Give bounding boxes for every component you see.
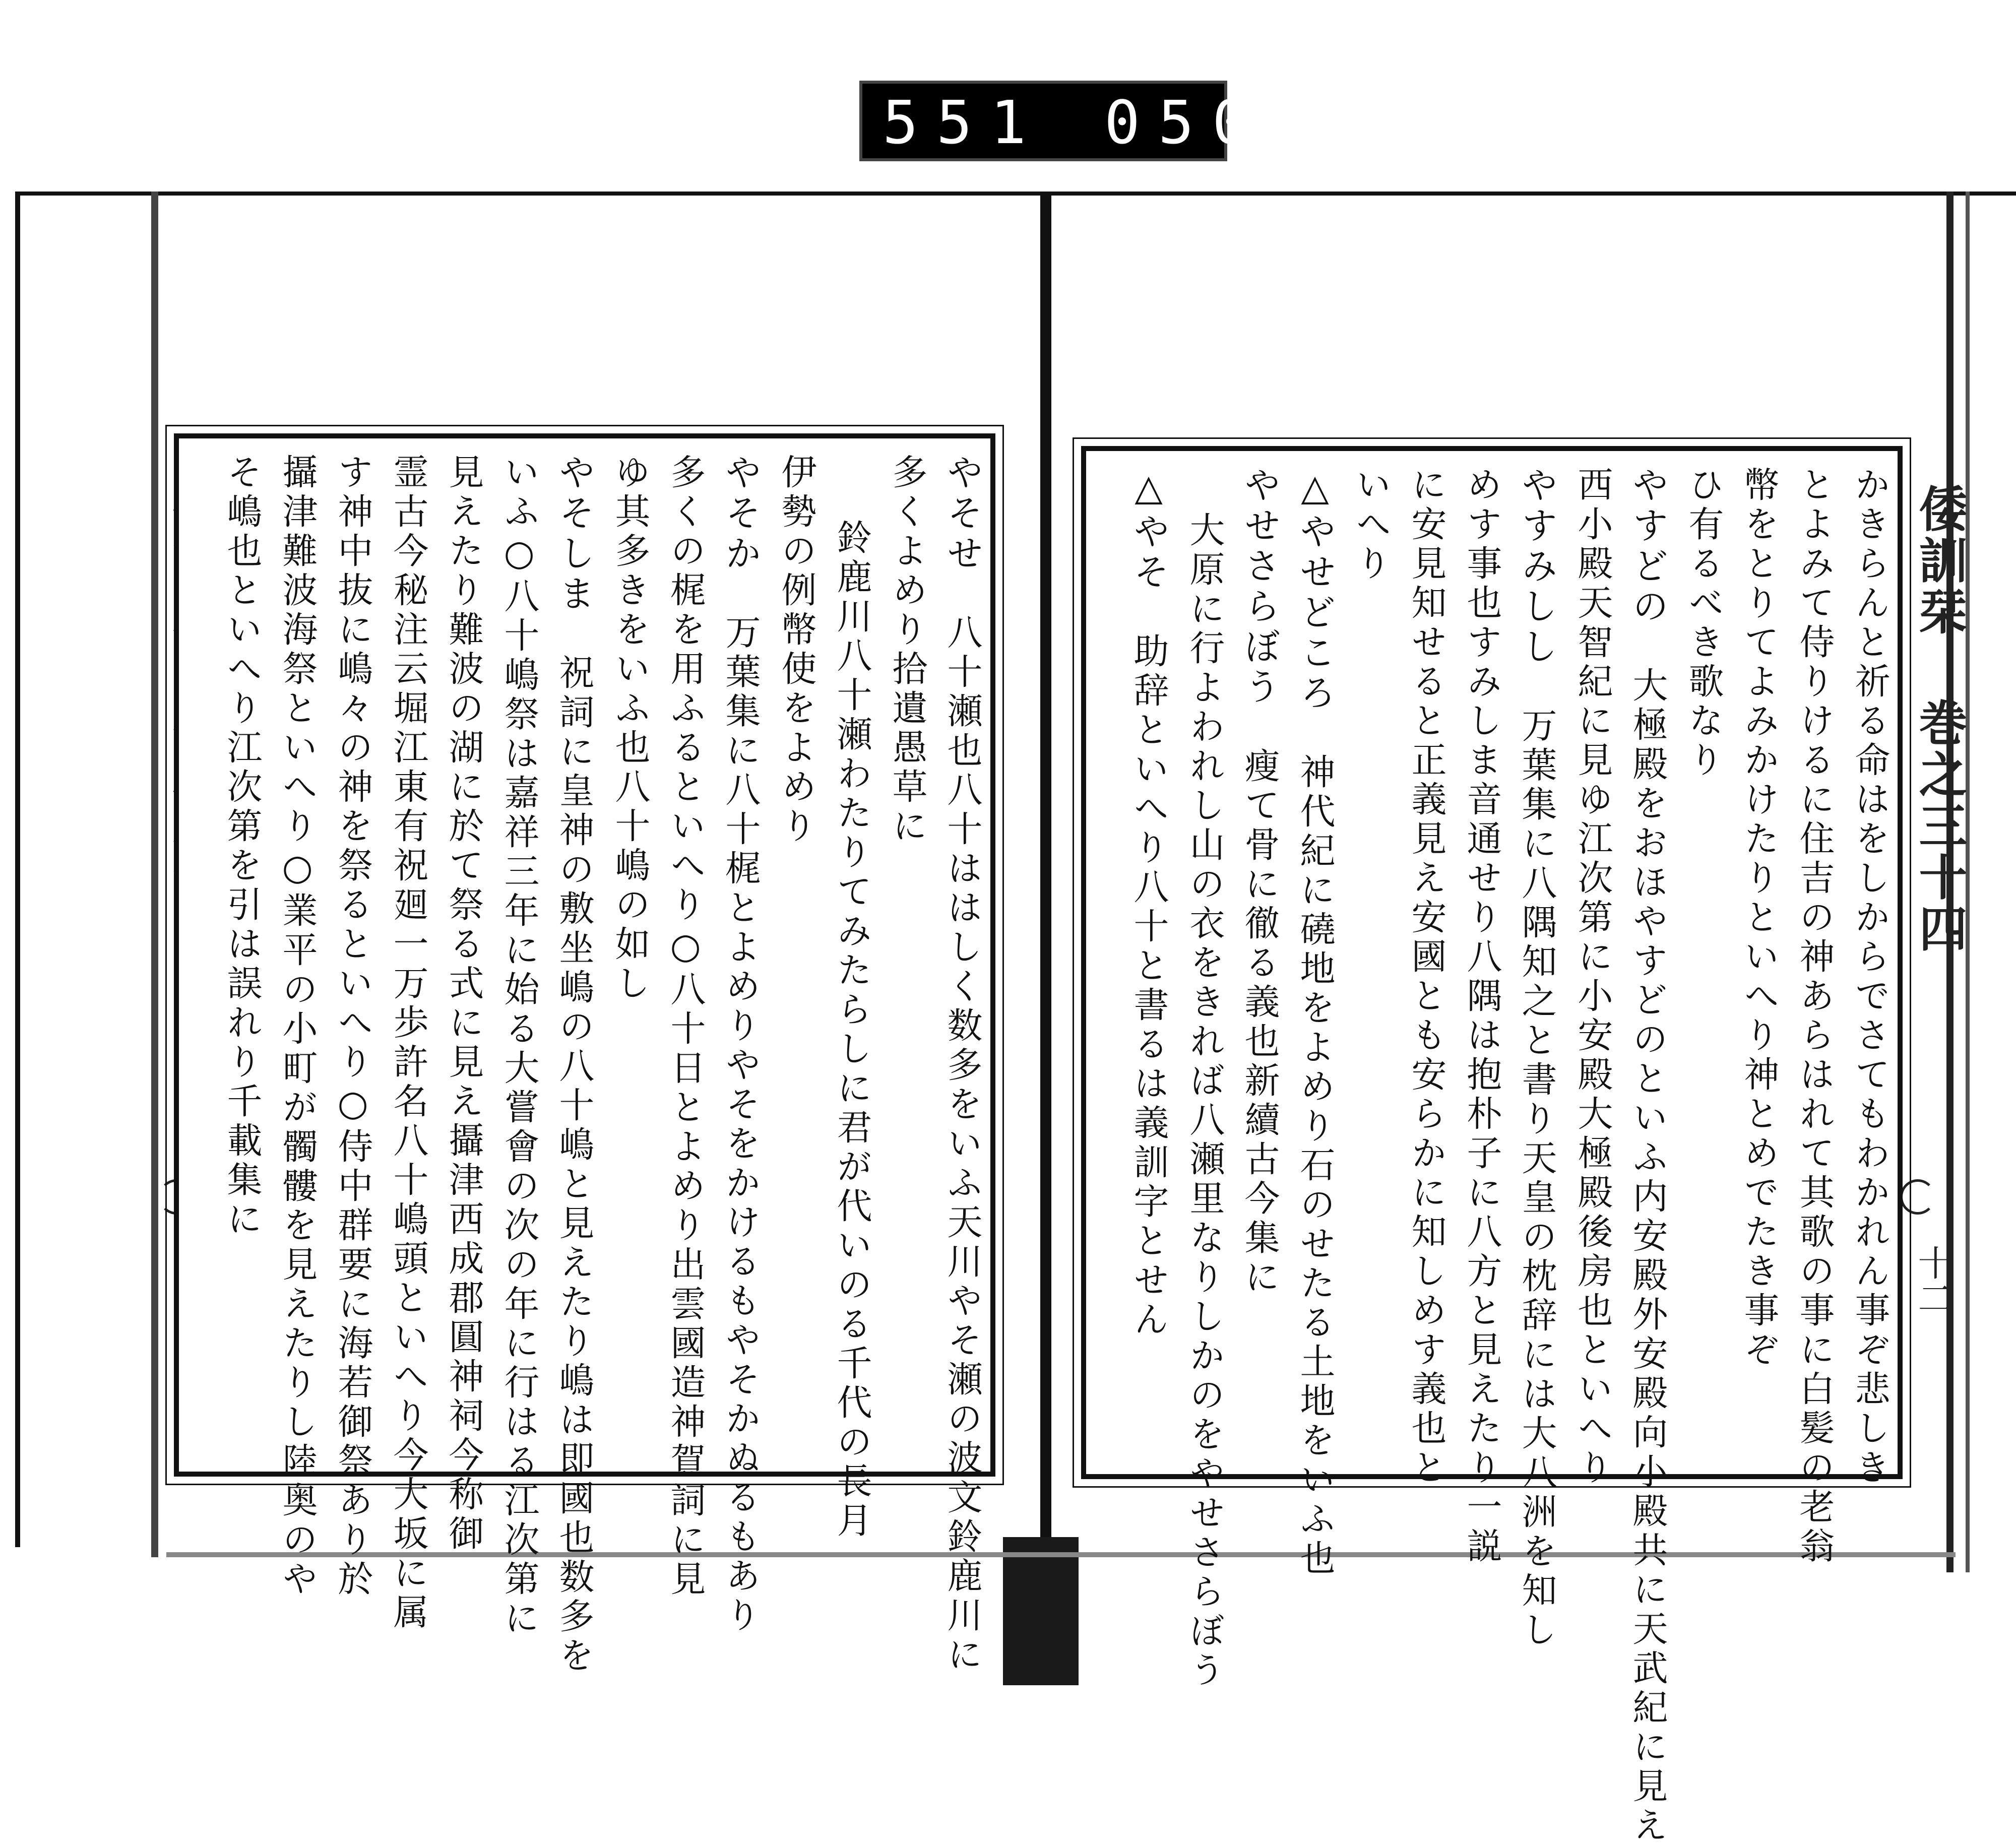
entry-head: やすどの	[1626, 466, 1669, 627]
entry-text: 多くの梶を用ふるといへり○八十日とよめり出雲國造神賀詞に見	[665, 454, 706, 1600]
entry-text: 助辞といへり八十と書るは義訓字とせん	[1128, 632, 1169, 1340]
left-col-6	[665, 454, 706, 1600]
entry-text: ゆ其多きをいふ也八十嶋の如し	[609, 454, 651, 1004]
right-page-panel	[1081, 446, 1903, 1846]
entry-head: やそか	[719, 454, 762, 575]
entry-head: やすみしし	[1516, 466, 1558, 668]
entry-text: かきらんと祈る命はをしからでさてもわかれん事ぞ悲しき	[1849, 466, 1891, 1488]
right-col-13	[1184, 512, 1225, 1691]
entry-text: 伊勢の例幣使をよめり	[776, 454, 817, 847]
entry-text: 瘦て骨に徹る義也新續古今集に	[1239, 747, 1280, 1298]
entry-text: 幣をとりてよみかけたりといへり神とめでたき事ぞ	[1738, 466, 1780, 1370]
entry-text: そ嶋也といへり江次第を引は誤れり千載集に	[221, 454, 263, 1240]
entry-text: 万葉集に八十梶とよめりやそをかけるもやそかぬるもあり	[720, 614, 761, 1636]
left-col-5	[719, 454, 762, 1636]
book-left-edge	[15, 192, 20, 1547]
archive-frame-label	[859, 81, 1267, 161]
right-col-11	[1294, 466, 1336, 1579]
left-col-13	[277, 454, 318, 1600]
left-col-4	[776, 454, 817, 1461]
entry-text: 八十瀬也八十ははしく数多をいふ天川やそ瀬の波文鈴鹿川に	[941, 614, 983, 1675]
right-page-number: 十二	[1912, 1245, 1954, 1315]
left-col-10	[443, 454, 484, 1554]
entry-text: 西小殿天智紀に見ゆ江次第に小安殿大極殿後房也といへり	[1572, 466, 1613, 1488]
right-col-3	[1738, 466, 1780, 1464]
frame-number-left: 551	[883, 88, 1045, 157]
right-col-12	[1238, 466, 1281, 1464]
left-col-1	[941, 454, 983, 1675]
right-fishtail-mark	[1900, 1179, 1935, 1215]
entry-text: 鈴鹿川八十瀬わたりてみたらしに君が代いのる千代の長月	[831, 519, 872, 1541]
right-col-6	[1572, 466, 1613, 1488]
right-col-8	[1461, 466, 1502, 1567]
entry-head: やそせ	[941, 454, 983, 575]
entry-head: △やそ	[1127, 466, 1170, 593]
frame-number-right: 050	[1104, 88, 1267, 157]
entry-text: に安見知せると正義見え安國とも安らかに知しめす義也と	[1406, 466, 1447, 1488]
left-col-14	[221, 454, 263, 1461]
left-col-12	[332, 454, 373, 1600]
left-page-edge	[151, 192, 158, 1557]
entry-text: ひ有るべき歌なり	[1683, 466, 1724, 781]
left-col-9	[498, 454, 540, 1639]
right-col-7	[1516, 466, 1558, 1650]
right-col-9	[1406, 466, 1447, 1488]
entry-head: △やせどころ	[1294, 466, 1336, 714]
right-col-2	[1794, 466, 1835, 1567]
entry-head: やそしま	[553, 454, 595, 615]
left-col-11	[388, 454, 429, 1633]
left-col-8	[553, 454, 595, 1676]
book-top-edge	[15, 192, 2016, 196]
entry-text: 万葉集に八隅知之と書り天皇の枕辞には大八洲を知し	[1516, 707, 1557, 1650]
entry-text: 神代紀に磽地をよめり石のせたる土地をいふ也	[1294, 753, 1336, 1579]
entry-text: めす事也すみしま音通せり八隅は抱朴子に八方と見えたり一説	[1461, 466, 1502, 1567]
entry-text: 攝津難波海祭といへり○業平の小町が髑髏を見えたりし陸奥のや	[277, 454, 318, 1600]
entry-text: す神中抜に嶋々の神を祭るといへり○侍中群要に海若御祭あり於	[332, 454, 373, 1600]
entry-text: いふ○八十嶋祭は嘉祥三年に始る大嘗會の次の年に行はる江次第に	[498, 454, 540, 1639]
left-col-7	[609, 454, 651, 1461]
entry-text: 大極殿をおほやすどのといふ内安殿外安殿向小殿共に天武紀に見え	[1627, 667, 1668, 1846]
right-col-4	[1683, 466, 1724, 1464]
right-col-1	[1849, 466, 1891, 1488]
right-col-14	[1127, 466, 1170, 1464]
spine-tab	[1003, 1537, 1079, 1685]
right-col-10	[1350, 466, 1392, 1464]
left-col-3	[831, 519, 872, 1541]
right-margin-title: 倭訓栞 巻之三十四	[1911, 484, 1968, 955]
entry-text: いへり	[1350, 466, 1392, 584]
entry-text: 祝詞に皇神の敷坐嶋の八十嶋と見えたり嶋は即國也数多を	[553, 654, 595, 1676]
book-spine	[1040, 192, 1051, 1552]
left-col-2	[887, 454, 928, 1461]
entry-text: 見えたり難波の湖に於て祭る式に見え攝津西成郡圓神祠今称御	[443, 454, 484, 1554]
entry-text: とよみて侍りけるに住吉の神あらはれて其歌の事に白髪の老翁	[1794, 466, 1835, 1567]
right-col-5	[1626, 466, 1669, 1846]
entry-head: やせさらぼう	[1238, 466, 1281, 708]
entry-text: 多くよめり拾遺愚草に	[887, 454, 928, 847]
entry-text: 大原に行よわれし山の衣をきれば八瀬里なりしかのをやせさらぼう	[1184, 512, 1225, 1691]
entry-text: 霊古今秘注云堀江東有祝廻一万歩許名八十嶋頭といへり今大坂に属	[388, 454, 429, 1633]
left-page-panel	[174, 433, 995, 1676]
book-bottom-edge	[166, 1552, 1956, 1557]
